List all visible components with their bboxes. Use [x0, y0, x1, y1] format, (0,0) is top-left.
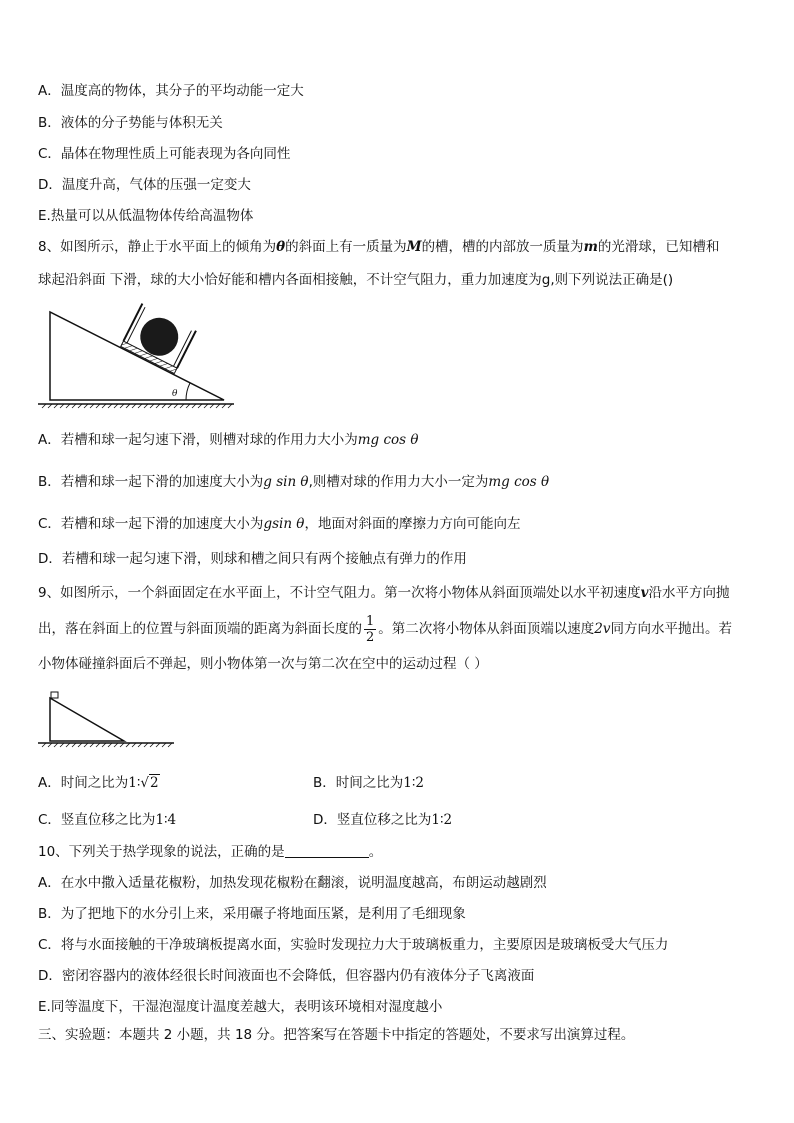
q9-option-a: A．时间之比为1∶√2 — [38, 775, 159, 791]
q8-option-a: A．若槽和球一起匀速下滑，则槽对球的作用力大小为mg cos θ — [38, 432, 419, 448]
q10-option-d: D．密闭容器内的液体经很长时间液面也不会降低，但容器内仍有液体分子飞离液面 — [38, 968, 535, 984]
q7-option-e: E.热量可以从低温物体传给高温物体 — [38, 208, 254, 224]
q7-option-a: A．温度高的物体，其分子的平均动能一定大 — [38, 83, 304, 99]
q10-option-e: E.同等温度下，干湿泡湿度计温度差越大，表明该环境相对湿度越小 — [38, 999, 443, 1015]
q8-option-d: D．若槽和球一起匀速下滑，则球和槽之间只有两个接触点有弹力的作用 — [38, 551, 467, 567]
q7-option-c: C．晶体在物理性质上可能表现为各向同性 — [38, 146, 291, 162]
q10-option-a: A．在水中撒入适量花椒粉，加热发现花椒粉在翻滚，说明温度越高，布朗运动越剧烈 — [38, 875, 547, 891]
q9-option-d: D．竖直位移之比为1∶2 — [313, 812, 453, 828]
q9-incline-figure — [36, 688, 176, 752]
section-3-heading: 三、实验题：本题共 2 小题，共 18 分。把答案写在答题卡中指定的答题处，不要求写出演算过程。 — [38, 1027, 635, 1043]
q10-stem: 10、下列关于热学现象的说法，正确的是 。 — [38, 844, 383, 860]
q8-option-b: B．若槽和球一起下滑的加速度大小为g sin θ,则槽对球的作用力大小一定为mg cos θ — [38, 474, 550, 490]
q10-option-b: B．为了把地下的水分引上来，采用碾子将地面压紧，是利用了毛细现象 — [38, 906, 466, 922]
q8-option-c: C．若槽和球一起下滑的加速度大小为gsin θ，地面对斜面的摩擦力方向可能向左 — [38, 516, 521, 532]
q10-option-c: C．将与水面接触的干净玻璃板提离水面，实验时发现拉力大于玻璃板重力，主要原因是玻璃板受大气压力 — [38, 937, 669, 953]
q8-theta-label: θ — [172, 389, 178, 399]
q9-stem-line1: 9、如图所示，一个斜面固定在水平面上，不计空气阻力。第一次将小物体从斜面顶端处以水平初速度v沿水平方向抛 — [38, 585, 730, 601]
q9-fraction: $\frac{1}{2}$ — [366, 613, 375, 645]
q9-option-c: C．竖直位移之比为1∶4 — [38, 812, 177, 828]
q9-stem-line3: 小物体碰撞斜面后不弹起，则小物体第一次与第二次在空中的运动过程（ ） — [38, 656, 488, 672]
q8-stem-line1: 8、如图所示，静止于水平面上的倾角为θ的斜面上有一质量为M的槽，槽的内部放一质量为m的光滑球，已知槽和 — [38, 239, 720, 255]
q9-stem-line2: 出，落在斜面上的位置与斜面顶端的距离为斜面长度的 $\frac{1}{2}$ 。第二次将小物体从斜面顶端以速度2v同方向水平抛出。若 — [38, 613, 732, 645]
answer-blank[interactable] — [285, 843, 369, 858]
q9-option-b: B．时间之比为1∶2 — [313, 775, 424, 791]
q7-option-d: D．温度升高，气体的压强一定变大 — [38, 177, 251, 193]
q8-stem-line2: 球起沿斜面 下滑，球的大小恰好能和槽内各面相接触，不计空气阻力，重力加速度为g,则下列说法正确是() — [38, 272, 674, 288]
q7-option-b: B．液体的分子势能与体积无关 — [38, 115, 223, 131]
q9-block — [51, 692, 58, 698]
q8-incline-figure — [36, 300, 236, 410]
